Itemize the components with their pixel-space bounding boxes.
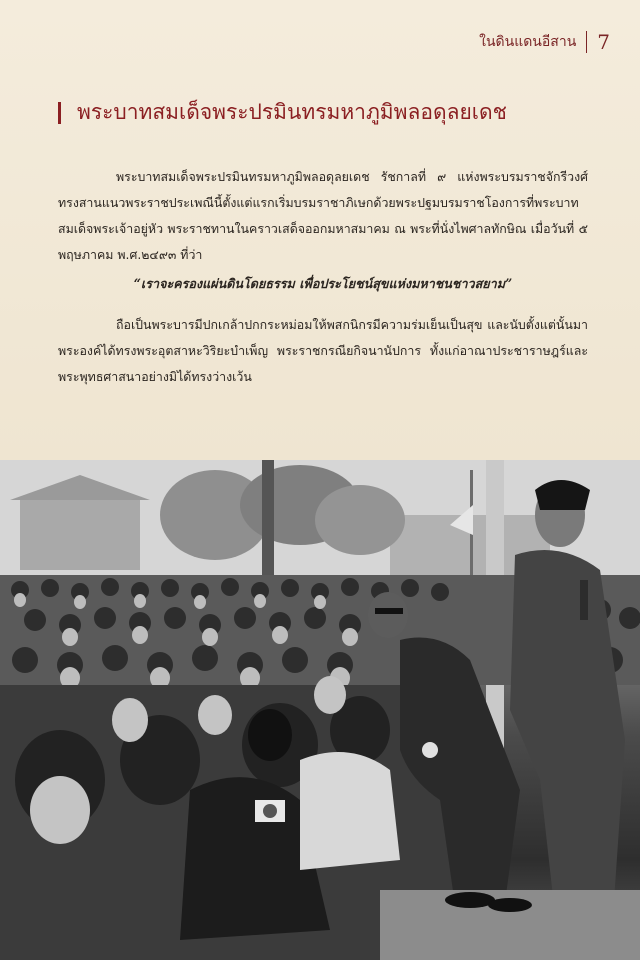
paragraph-closing: ถือเป็นพระบารมีปกเกล้าปกกระหม่อมให้พสกนิกรมีความร่มเย็นเป็นสุข และนับตั้งแต่นั้นมาพระองค์ได้ทรงพระอุตสาหะวิริยะบำเพ็ญ พระราชกรณียกิจนานัปการ ทั้งแก่อาณาประชาราษฎร์และพระพุทธศาสนาอย่างมิได้ทรงว่างเว้น [58,317,588,384]
page-title: พระบาทสมเด็จพระปรมินทรมหาภูมิพลอดุลยเดช [77,100,507,124]
running-header [479,30,610,54]
crowd-photo-icon [0,460,640,960]
running-title: ในดินแดนอีสาน [479,34,577,50]
paragraph-intro: พระบาทสมเด็จพระปรมินทรมหาภูมิพลอดุลยเดช รัชกาลที่ ๙ แห่งพระบรมราชจักรีวงศ์ ทรงสานแนวพระราชประเพณีนี้ตั้งแต่แรกเริ่มบรมราชาภิเษกด้วยพระปฐมบรมราชโองการที่พระบาทสมเด็จพระเจ้าอยู่หัว พระราชทานในคราวเสด็จออกมหาสมาคม ณ พระที่นั่งไพศาลทักษิณ เมื่อวันที่ ๕ พฤษภาคม พ.ศ.๒๔๙๓ ที่ว่า [58,169,588,262]
header-divider [586,31,587,53]
page-number: 7 [597,30,610,54]
historical-photo [0,460,640,960]
heading-bar-icon [58,102,61,124]
royal-quote: “เราจะครองแผ่นดินโดยธรรม เพื่อประโยชน์สุขแห่งมหาชนชาวสยาม” [133,276,513,291]
section-heading [58,96,600,129]
